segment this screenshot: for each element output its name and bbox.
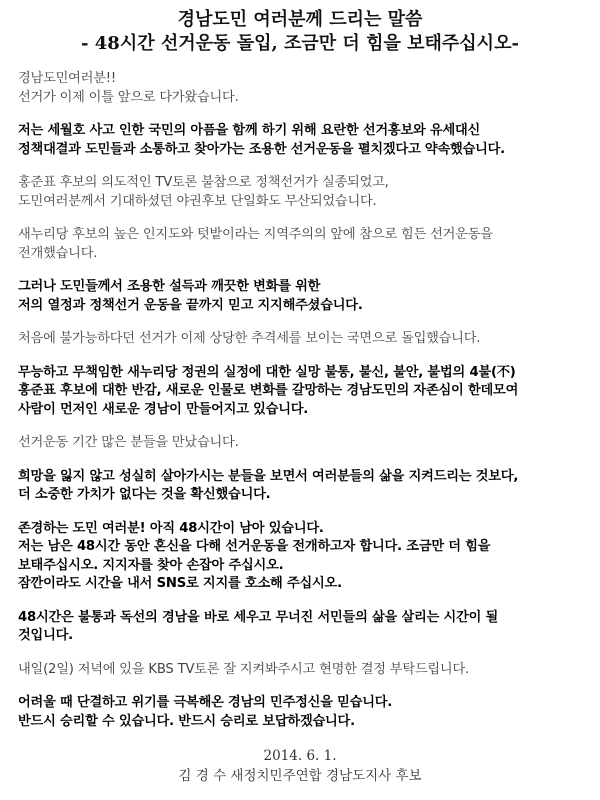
paragraph-line: 내일(2일) 저녁에 있을 KBS TV토론 잘 지켜봐주시고 현명한 결정 부탁드립니다. [18,661,470,677]
paragraph-line: 저의 열정과 정책선거 운동을 끝까지 믿고 지지해주셨습니다. [18,297,363,313]
footer-date: 2014. 6. 1. [263,748,337,764]
paragraph-line: 사람이 먼저인 새로운 경남이 만들어지고 있습니다. [18,401,309,417]
paragraph-line: 저는 세월호 사고 인한 국민의 아픔을 함께 하기 위해 요란한 선거홍보와 유세대신 [18,123,481,138]
paragraph-line: 더 소중한 가치가 없다는 것을 확신했습니다. [18,487,271,502]
paragraph [18,520,582,594]
letter-title [18,8,582,56]
paragraph [18,694,582,731]
paragraph-line: 홍준표 후보에 대한 반감, 새로운 인물로 변화를 갈망하는 경남도민의 자존심이 한데모여 [18,383,519,398]
paragraph-line: 것입니다. [18,628,73,643]
paragraph-line: 선거운동 기간 많은 분들을 만났습니다. [18,435,239,450]
paragraph-line: 선거가 이제 이틀 앞으로 다가왔습니다. [18,89,239,105]
letter-body [18,70,582,731]
title-line-2: - 48시간 선거운동 돌입, 조금만 더 힘을 보태주십시오- [81,33,519,54]
paragraph [18,226,582,263]
paragraph-line: 정책대결과 도민들과 소통하고 찾아가는 조용한 선거운동을 펼치겠다고 약속했습니다. [18,141,505,157]
paragraph-line: 처음에 불가능하다던 선거가 이제 상당한 추격세를 보이는 국면으로 돌입했습니다. [18,331,481,346]
paragraph-line: 홍준표 후보의 의도적인 TV토론 불참으로 정책선거가 실종되었고, [18,175,389,190]
paragraph-line: 반드시 승리할 수 있습니다. 반드시 승리로 보답하겠습니다. [18,713,355,729]
paragraph-line: 어려울 때 단결하고 위기를 극복해온 경남의 민주정신을 믿습니다. [18,695,393,710]
paragraph [18,70,582,107]
footer-signature: 김 경 수 새정치민주연합 경남도지사 후보 [178,768,422,784]
paragraph-line: 48시간은 불통과 독선의 경남을 바로 세우고 무너진 서민들의 삶을 살리는 시간이 될 [18,609,499,625]
letter-footer [18,746,582,786]
paragraph [18,278,582,315]
paragraph [18,468,582,505]
paragraph [18,661,582,680]
paragraph-line: 경남도민여러분!! [18,71,116,86]
paragraph-line: 잠깐이라도 시간을 내서 SNS로 지지를 호소해 주십시오. [18,576,342,591]
paragraph-line: 새누리당 후보의 높은 인지도와 텃밭이라는 지역주의의 앞에 참으로 힘든 선거운동을 [18,227,493,242]
paragraph-line: 그러나 도민들께서 조용한 설득과 깨끗한 변화를 위한 [18,279,321,294]
paragraph-line: 도민여러분께서 기대하셨던 야권후보 단일화도 무산되었습니다. [18,193,377,209]
paragraph [18,434,582,453]
paragraph-line: 저는 남은 48시간 동안 혼신을 다해 선거운동을 전개하고자 합니다. 조금만 더 힘을 [18,539,491,554]
paragraph-line: 존경하는 도민 여러분! 아직 48시간이 남아 있습니다. [18,520,324,536]
paragraph [18,609,582,646]
paragraph [18,364,582,420]
paragraph-line: 희망을 잃지 않고 성실히 살아가시는 분들을 보면서 여러분들의 삶을 지켜드리는 것보다, [18,468,519,484]
paragraph-line: 무능하고 무책임한 새누리당 정권의 실정에 대한 실망 불통, 불신, 불안, 불법의 4불(不) [18,364,516,380]
paragraph [18,174,582,211]
paragraph-line: 보태주십시오. 지지자를 찾아 손잡아 주십시오. [18,557,284,573]
paragraph-line: 전개했습니다. [18,245,98,261]
paragraph [18,122,582,159]
title-line-1: 경남도민 여러분께 드리는 말씀 [177,9,423,30]
paragraph [18,330,582,349]
